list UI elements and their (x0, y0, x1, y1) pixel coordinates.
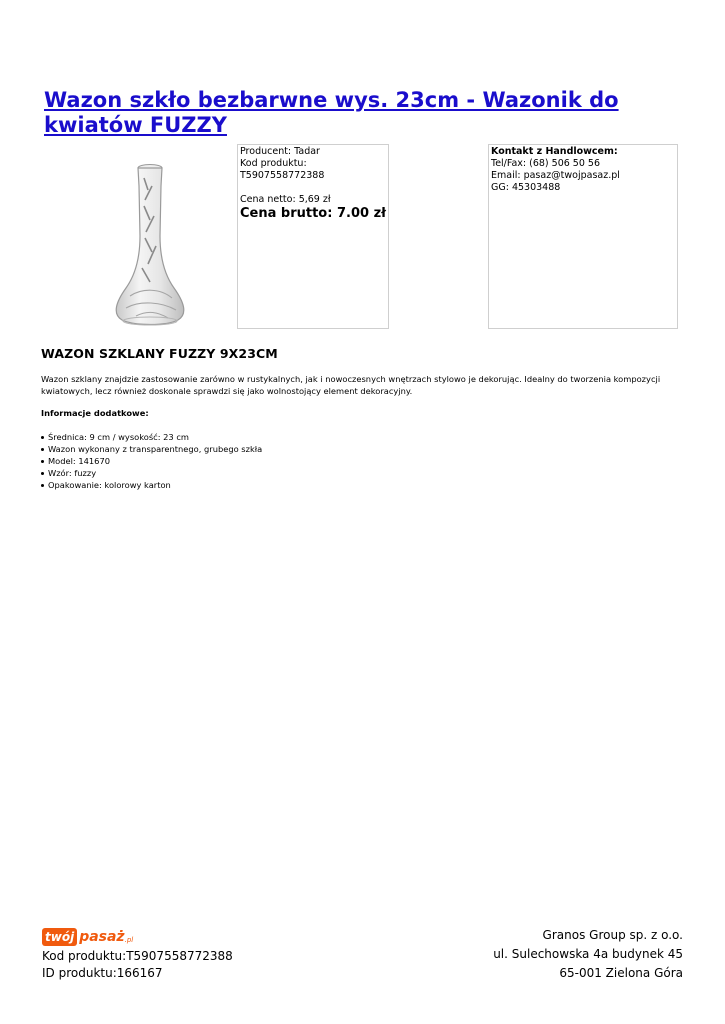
extra-info-heading: Informacje dodatkowe: (41, 408, 149, 418)
product-title-link[interactable]: Wazon szkło bezbarwne wys. 23cm - Wazonik do kwiatów FUZZY (44, 88, 619, 137)
extra-info-list (41, 431, 262, 491)
price-net-text: Cena netto: 5,69 zł (240, 194, 331, 205)
contact-email: Email: pasaz@twojpasaz.pl (491, 170, 620, 181)
section-title: WAZON SZKLANY FUZZY 9X23CM (41, 346, 278, 361)
footer-city: 65-001 Zielona Góra (559, 966, 683, 980)
list-item: Średnica: 9 cm / wysokość: 23 cm (41, 431, 262, 443)
contact-heading: Kontakt z Handlowcem: (491, 146, 618, 157)
footer-product-ids (42, 948, 233, 982)
product-description: Wazon szklany znajdzie zastosowanie zarówno w rustykalnych, jak i nowoczesnych wnętrzach stylowo je dekorując. Idealny do tworzenia kompozycji kwiatowych, lecz również doskonale sprawdzi się jako wolnostojący element dekoracyjny. (41, 374, 661, 396)
logo-part-twoj: twój (42, 928, 77, 946)
footer-company: Granos Group sp. z o.o. (542, 928, 683, 942)
footer-street: ul. Sulechowska 4a budynek 45 (493, 947, 683, 961)
list-item: Model: 141670 (41, 455, 262, 467)
logo-part-pl: .pl (124, 936, 134, 944)
contact-phone: Tel/Fax: (68) 506 50 56 (491, 158, 600, 169)
footer-address (493, 926, 683, 983)
twojpasaz-logo (42, 926, 133, 948)
logo-part-pasaz: pasaż (79, 929, 125, 945)
product-info-box (237, 144, 389, 329)
contact-gg: GG: 45303488 (491, 182, 561, 193)
product-code-text: Kod produktu: T5907558772388 (240, 158, 325, 181)
product-image-vase (78, 146, 228, 328)
footer-product-code: Kod produktu:T5907558772388 (42, 949, 233, 963)
page-title (44, 88, 684, 138)
price-gross-text: Cena brutto: 7.00 zł (240, 206, 386, 221)
list-item: Wazon wykonany z transparentnego, grubego szkła (41, 443, 262, 455)
producer-text: Producent: Tadar (240, 146, 320, 157)
footer-product-id: ID produktu:166167 (42, 966, 163, 980)
contact-box (488, 144, 678, 329)
list-item: Opakowanie: kolorowy karton (41, 479, 262, 491)
list-item: Wzór: fuzzy (41, 467, 262, 479)
